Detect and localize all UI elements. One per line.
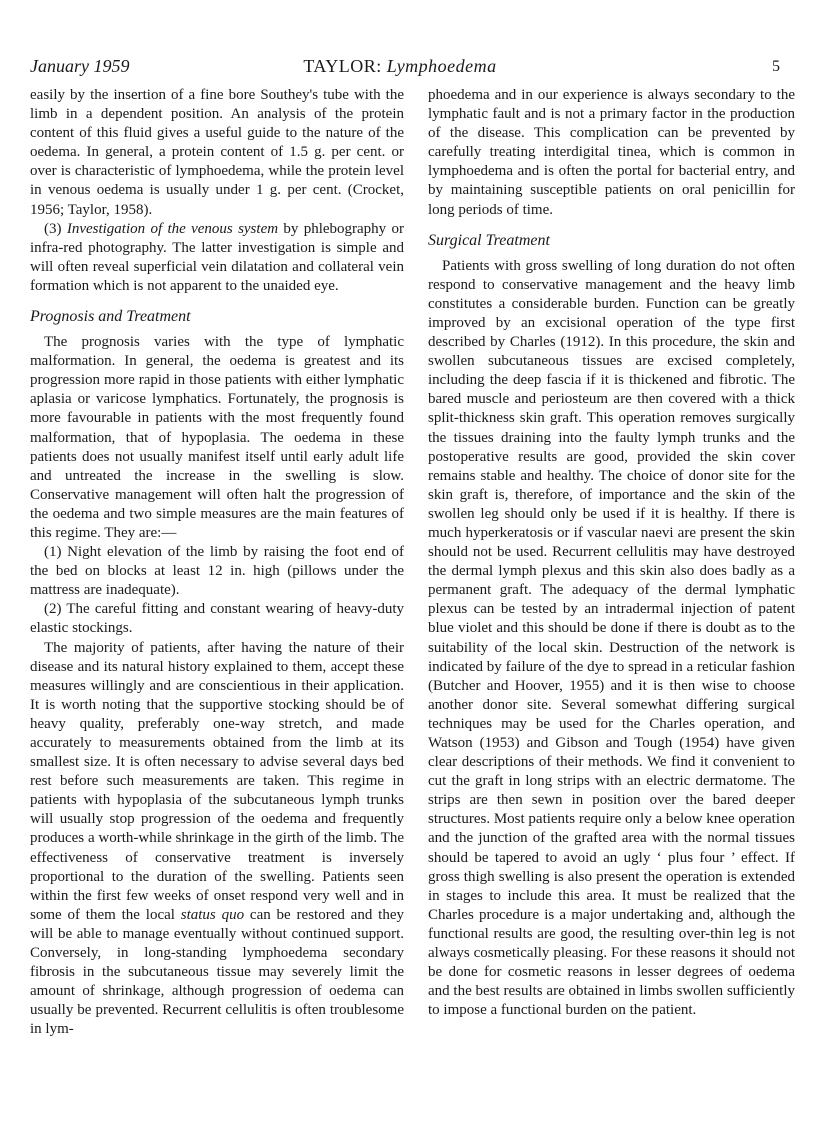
paragraph: phoedema and in our experience is always secondary to the lymphatic fault and is not a primary factor in the production of the disease. This complication can be prevented by carefully treating interdigital tinea, which is common in lymphoedema and is often the portal for bacterial entry, and by maintaining susceptible patients on oral penicillin for long periods of time. [428,87,795,218]
page-number: 5 [772,58,780,75]
running-header [30,56,780,78]
paragraph: (1) Night elevation of the limb by raising the foot end of the bed on blocks at least 12 in. high (pillows under the mattress are inadequate). [30,544,404,599]
left-column [30,86,404,1040]
right-column [428,86,795,1020]
issue-date: January 1959 [30,56,130,76]
section-heading-prognosis: Prognosis and Treatment [30,308,191,326]
paragraph: The prognosis varies with the type of lymphatic malformation. In general, the oedema is greatest and its progression more rapid in those patients with either lymphatic aplasia or varicose lymphatics. Fortunately, the prognosis is more favourable in patients with the most frequently found malformation, that of hypoplasia. The oedema in these patients does not usually manifest itself until early adult life and untreated the increase in the swelling is slow. Conservative management will often halt the progression of the oedema and two simple measures are the main features of this regime. They are:— [30,334,404,541]
paragraph: The majority of patients, after having the nature of their disease and its natural history explained to them, accept these measures willingly and are conscientious in their application. It is worth noting that the supportive stocking should be of heavy quality, preferably one-way stretch, and made accurately to measurements obtained from the limb at its smallest size. It is often necessary to advise several days bed rest before such measurements are taken. This regime in patients with hypoplasia of the subcutaneous lymph trunks will usually stop progression of the oedema and frequently produces a worth-while shrinkage in the girth of the limb. The effectiveness of conservative treatment is inversely proportional to the duration of the swelling. Patients seen within the first few weeks of onset respond very well and in some of them the local status quo can be restored and they will be able to manage eventually without continued support. Conversely, in long-standing lymphoedema secondary fibrosis in the subcutaneous tissue may severely limit the amount of shrinkage, although progression of oedema can usually be prevented. Recurrent cellulitis is often troublesome in lym- [30,639,404,1038]
paragraph: (3) Investigation of the venous system by phlebography or infra-red photography. The latter investigation is simple and will often reveal superficial vein dilatation and collateral vein formation which is not apparent to the unaided eye. [30,220,405,294]
author-name: TAYLOR: [303,56,382,76]
running-title [30,56,770,77]
paragraph: (2) The careful fitting and constant wearing of heavy-duty elastic stockings. [30,601,404,637]
article-topic: Lymphoedema [386,56,497,76]
paragraph: Patients with gross swelling of long duration do not often respond to conservative management and the heavy limb constitutes a considerable burden. Function can be greatly improved by an excisional operation of the type first described by Charles (1912). In this procedure, the skin and swollen subcutaneous tissues are excised completely, including the deep fascia if it is thickened and fibrotic. The bared muscle and periosteum are then covered with a thick split-thickness skin graft. This operation removes surgically the tissues draining into the faulty lymph trunks and the postoperative results are good, provided the skin cover remains stable and healthy. The choice of donor site for the skin graft is, therefore, of importance and the skin of the swollen leg should only be used if it is healthy. If there is much hyperkeratosis or if vascular naevi are present the skin should not be used. Recurrent cellulitis may have destroyed the dermal lymph plexus and this skin also does badly as a permanent graft. The adequacy of the dermal lymphatic plexus can be tested by an intradermal injection of patent blue violet and this should be done if there is doubt as to the suitability of the local skin. Destruction of the network is indicated by failure of the dye to spread in a reticular fashion (Butcher and Hoover, 1955) and it is then wise to choose another donor site. Several somewhat differing surgical techniques may be used for the Charles operation, and Watson (1953) and Gibson and Tough (1954) have given clear descriptions of their methods. We find it convenient to cut the graft in long strips with an electric dermatome. The strips are then sewn in position over the bared deeper structures. Most patients require only a below knee operation and the junction of the grafted area with the normal tissues should be tapered to avoid an ugly ‘ plus four ’ effect. If gross thigh swelling is also present the operation is extended in stages to include this area. It must be realized that the Charles procedure is a major undertaking and, although the functional results are good, the resulting over-thin leg is not always cosmetically pleasing. For these reasons it should not be done for cosmetic reasons in lesser degrees of oedema and the best results are obtained in limbs swollen sufficiently to impose a functional burden on the patient. [428,257,795,1019]
section-heading-surgical: Surgical Treatment [428,231,550,249]
paragraph: easily by the insertion of a fine bore Southey's tube with the limb in a dependent position. An analysis of the protein content of this fluid gives a useful guide to the nature of the oedema. In general, a protein content of 1.5 g. per cent. or over is characteristic of lymphoedema, while the protein level in venous oedema is usually under 1 g. per cent. (Crocket, 1956; Taylor, 1958). [30,87,404,218]
